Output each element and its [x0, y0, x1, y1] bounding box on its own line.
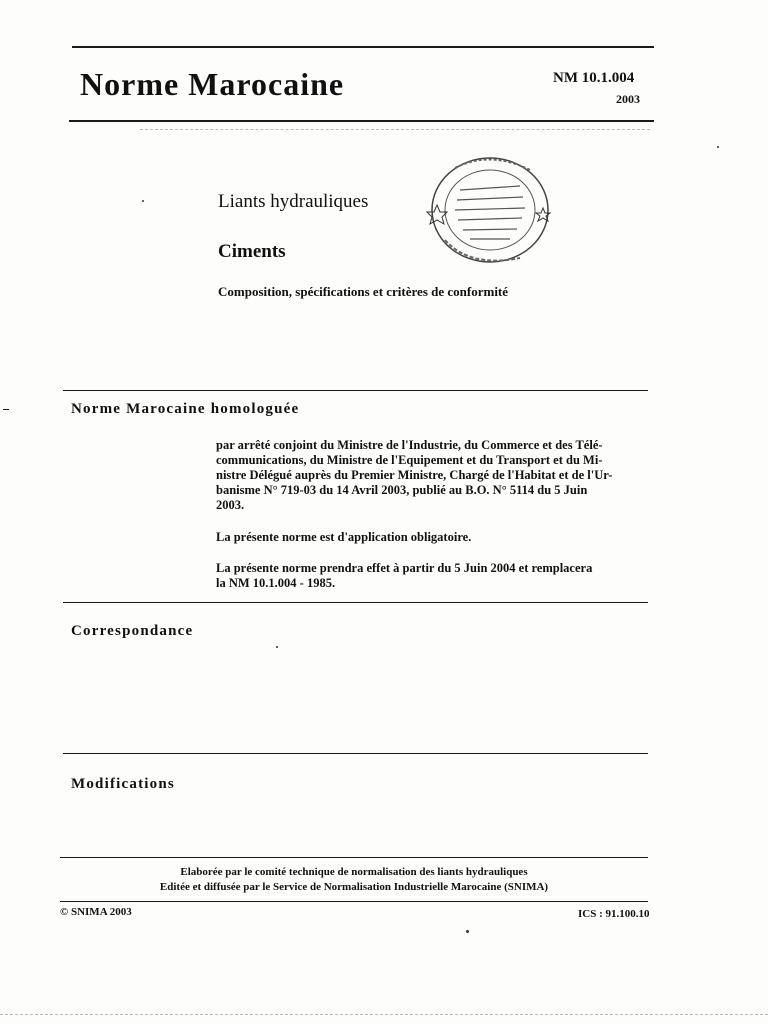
- effect-line: La présente norme prendra effet à partir du 5 Juin 2004 et remplacera: [216, 561, 593, 575]
- section-rule-modifications: [63, 753, 648, 754]
- standard-number: NM 10.1.004: [553, 70, 635, 86]
- decree-line: banisme N° 719-03 du 14 Avril 2003, publié au B.O. N° 5114 du 5 Juin: [216, 483, 588, 497]
- scope-subtitle: Composition, spécifications et critères de conformité: [218, 284, 509, 299]
- decree-line: par arrêté conjoint du Ministre de l'Industrie, du Commerce et des Télé-: [216, 438, 603, 452]
- scan-speck: [142, 200, 144, 202]
- footer-credits: [60, 865, 648, 895]
- effect-paragraph: [216, 561, 648, 591]
- section-rule-homologation: [63, 390, 648, 391]
- footer-credit-line: Editée et diffusée par le Service de Normalisation Industrielle Marocaine (SNIMA): [159, 881, 549, 893]
- scan-dash: [3, 409, 9, 410]
- header-faint-rule: [140, 129, 650, 130]
- decree-line: 2003.: [216, 498, 245, 512]
- scan-speck: [717, 146, 719, 148]
- section-heading-modifications: Modifications: [71, 776, 175, 792]
- footer-credit-line: Elaborée par le comité technique de normalisation des liants hydrauliques: [180, 866, 528, 878]
- section-heading-homologation: Norme Marocaine homologuée: [71, 401, 300, 417]
- standard-year: 2003: [616, 92, 640, 106]
- subject-title: Liants hydrauliques: [218, 191, 369, 212]
- footer-rule: [60, 857, 648, 858]
- scan-edge-line: [0, 1014, 768, 1015]
- decree-paragraph: [216, 438, 648, 513]
- footer-bottom-rule: [60, 901, 648, 902]
- header-top-rule: [72, 46, 654, 48]
- page-title: Norme Marocaine: [80, 66, 345, 102]
- decree-line: communications, du Ministre de l'Equipement et du Transport et du Mi-: [216, 453, 603, 467]
- scan-speck: [276, 646, 278, 648]
- mandatory-statement: La présente norme est d'application obligatoire.: [216, 530, 472, 544]
- decree-line: nistre Délégué auprès du Premier Ministre, Chargé de l'Habitat et de l'Ur-: [216, 468, 613, 482]
- section-rule-correspondence: [63, 602, 648, 603]
- ics-code: ICS : 91.100.10: [578, 908, 650, 920]
- header-bottom-rule: [69, 120, 654, 122]
- section-heading-correspondence: Correspondance: [71, 623, 194, 639]
- copyright-notice: © SNIMA 2003: [60, 906, 132, 918]
- effect-line: la NM 10.1.004 - 1985.: [216, 576, 336, 590]
- official-seal-icon: [425, 150, 555, 270]
- scan-speck: [466, 930, 469, 933]
- product-title: Ciments: [218, 241, 286, 262]
